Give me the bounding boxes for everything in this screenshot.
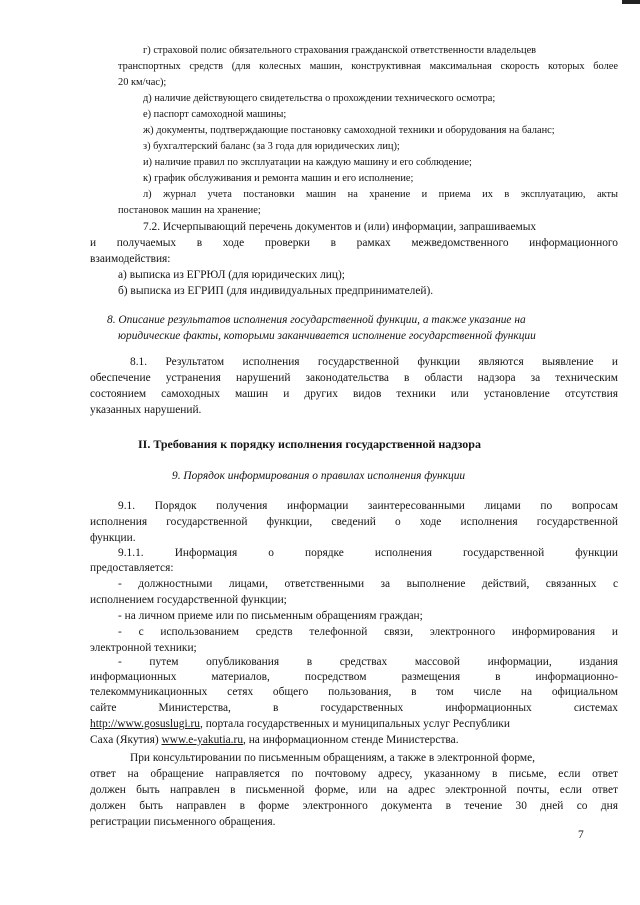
section-8-title-line2: юридические факты, которыми заканчивается исполнение государственной функции — [118, 330, 536, 342]
paragraph-9-1-1-line1: 9.1.1. Информация о порядке исполнения государственной функции — [118, 547, 618, 559]
consulting-line3: должен быть направлен в письменной форме, или на адрес электронной почты, если ответ — [90, 784, 618, 796]
list-item-zh: ж) документы, подтверждающие постановку самоходной техники и оборудования на баланс; — [143, 125, 555, 136]
dash-item-3-line1: - с использованием средств телефонной связи, электронного информирования и — [118, 626, 618, 638]
paragraph-9-1-line1: 9.1. Порядок получения информации заинтересованными лицами по вопросам — [118, 500, 618, 512]
dash-item-4-line6-rest: , на информационном стенде Министерства. — [243, 734, 459, 746]
consulting-line4: должен быть направлен в форме электронного документа в течение 30 дней со дня — [90, 800, 618, 812]
consulting-line1: При консультировании по письменным обращениям, а также в электронной форме, — [130, 752, 535, 764]
dash-item-3-line2: электронной техники; — [90, 642, 197, 654]
list-item-a: а) выписка из ЕГРЮЛ (для юридических лиц); — [118, 269, 345, 281]
paragraph-9-1-line3: функции. — [90, 532, 136, 544]
list-item-g-line1: г) страховой полис обязательного страхования гражданской ответственности владельцев — [143, 45, 537, 56]
list-item-g-line2: транспортных средств (для колесных машин, конструктивная максимальная скорость которых более — [118, 61, 618, 72]
list-item-k: к) график обслуживания и ремонта машин и его исполнение; — [143, 173, 414, 184]
dash-item-4-line5 — [90, 718, 510, 730]
dash-item-4-line5-rest: , портала государственных и муниципальных услуг Республики — [200, 718, 510, 730]
consulting-line5: регистрации письменного обращения. — [90, 816, 276, 828]
paragraph-8-1-line1: 8.1. Результатом исполнения государственной функции являются выявление и — [130, 356, 618, 368]
section-8-title-line1: 8. Описание результатов исполнения государственной функции, а также указание на — [107, 314, 526, 326]
page-number: 7 — [578, 829, 584, 841]
dash-item-4-line4: сайте Министерства, в государственных информационных системах — [90, 702, 618, 714]
list-item-b: б) выписка из ЕГРИП (для индивидуальных предпринимателей). — [118, 285, 434, 297]
list-item-l-line1: л) журнал учета постановки машин на хранение и приема их в эксплуатацию, акты — [143, 189, 618, 200]
dash-item-4-line6-pre: Саха (Якутия) — [90, 734, 162, 746]
paragraph-8-1-line4: указанных нарушений. — [90, 404, 202, 416]
paragraph-8-1-line2: обеспечение устранения нарушений законодательства в области надзора за техническим — [90, 372, 618, 384]
gosuslugi-link[interactable]: http://www.gosuslugi.ru — [90, 718, 201, 730]
dash-item-4-line2: информационных материалов, посредством размещения в информационно- — [90, 671, 618, 683]
dash-item-1-line2: исполнением государственной функции; — [90, 594, 287, 606]
dash-item-4-line6 — [90, 734, 459, 746]
list-item-z: з) бухгалтерский баланс (за 3 года для юридических лиц); — [143, 141, 400, 152]
dash-item-4-line1: - путем опубликования в средствах массовой информации, издания — [118, 656, 618, 668]
paragraph-7-2-line3: взаимодействия: — [90, 253, 171, 265]
section-9-title: 9. Порядок информирования о правилах исполнения функции — [172, 470, 466, 482]
dash-item-1-line1: - должностными лицами, ответственными за выполнение действий, связанных с — [118, 578, 618, 590]
dash-item-4-line3: телекоммуникационных сетях общего пользования, в том числе на официальном — [90, 686, 618, 698]
dash-item-2: - на личном приеме или по письменным обращениям граждан; — [118, 610, 423, 622]
section-heading: II. Требования к порядку исполнения государственной надзора — [138, 437, 481, 451]
list-item-d: д) наличие действующего свидетельства о прохождении технического осмотра; — [143, 93, 496, 104]
paragraph-7-2-line1: 7.2. Исчерпывающий перечень документов и (или) информации, запрашиваемых — [143, 221, 537, 233]
list-item-g-line3: 20 км/час); — [118, 77, 167, 88]
list-item-e: е) паспорт самоходной машины; — [143, 109, 287, 120]
paragraph-9-1-1-line2: предоставляется: — [90, 562, 174, 574]
paragraph-9-1-line2: исполнения государственной функции, сведений о ходе исполнения государственной — [90, 516, 618, 528]
paragraph-8-1-line3: состоянием самоходных машин и других видов техники или установление отсутствия — [90, 388, 618, 400]
list-item-i: и) наличие правил по эксплуатации на каждую машину и его соблюдение; — [143, 157, 472, 168]
e-yakutia-link[interactable]: www.e-yakutia.ru — [161, 734, 244, 746]
consulting-line2: ответ на обращение направляется по почтовому адресу, указанному в письме, если ответ — [90, 768, 618, 780]
list-item-l-line2: постановок машин на хранение; — [118, 205, 261, 216]
paragraph-7-2-line2: и получаемых в ходе проверки в рамках межведомственного информационного — [90, 237, 618, 249]
